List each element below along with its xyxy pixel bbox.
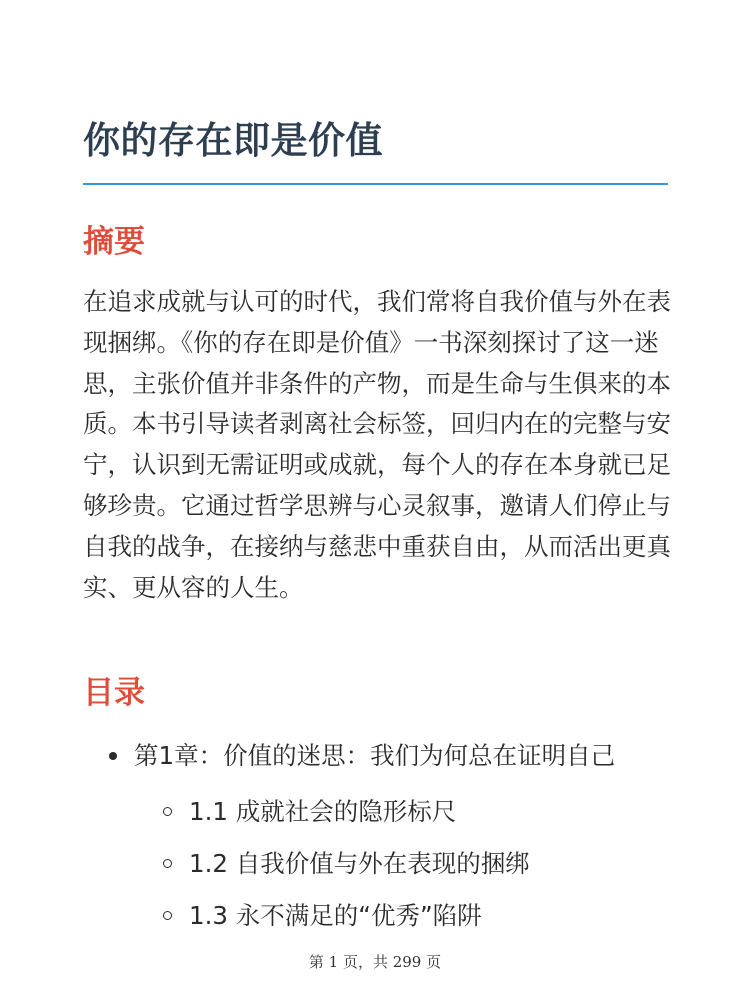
toc-chapter-label: 第1章：价值的迷思：我们为何总在证明自己 bbox=[134, 741, 616, 770]
bullet-circle-icon bbox=[163, 807, 172, 816]
page-title: 你的存在即是价值 bbox=[83, 119, 383, 162]
toc-chapter-list bbox=[107, 737, 615, 775]
toc-section-label: 1.3 永不满足的“优秀”陷阱 bbox=[189, 901, 482, 930]
toc-section-item bbox=[162, 897, 530, 935]
title-divider bbox=[83, 183, 668, 185]
abstract-heading: 摘要 bbox=[83, 224, 145, 260]
bullet-disc-icon bbox=[109, 752, 117, 760]
toc-section-list bbox=[162, 793, 530, 949]
toc-section-item bbox=[162, 793, 530, 831]
toc-section-item bbox=[162, 845, 530, 883]
toc-section-label: 1.1 成就社会的隐形标尺 bbox=[189, 797, 457, 826]
toc-chapter-item bbox=[107, 737, 615, 775]
abstract-paragraph: 在追求成就与认可的时代，我们常将自我价值与外在表现捆绑。《你的存在即是价值》一书深刻探讨了这一迷思，主张价值并非条件的产物，而是生命与生俱来的本质。本书引导读者剥离社会标签，回归内在的完整与安宁，认识到无需证明或成就，每个人的存在本身就已足够珍贵。它通过哲学思辨与心灵叙事，邀请人们停止与自我的战争，在接纳与慈悲中重获自由，从而活出更真实、更从容的人生。 bbox=[83, 287, 671, 602]
bullet-circle-icon bbox=[163, 859, 172, 868]
page-number-footer: 第 1 页，共 299 页 bbox=[308, 953, 442, 971]
toc-heading: 目录 bbox=[83, 675, 145, 711]
toc-section-label: 1.2 自我价值与外在表现的捆绑 bbox=[189, 849, 530, 878]
bullet-circle-icon bbox=[163, 911, 172, 920]
